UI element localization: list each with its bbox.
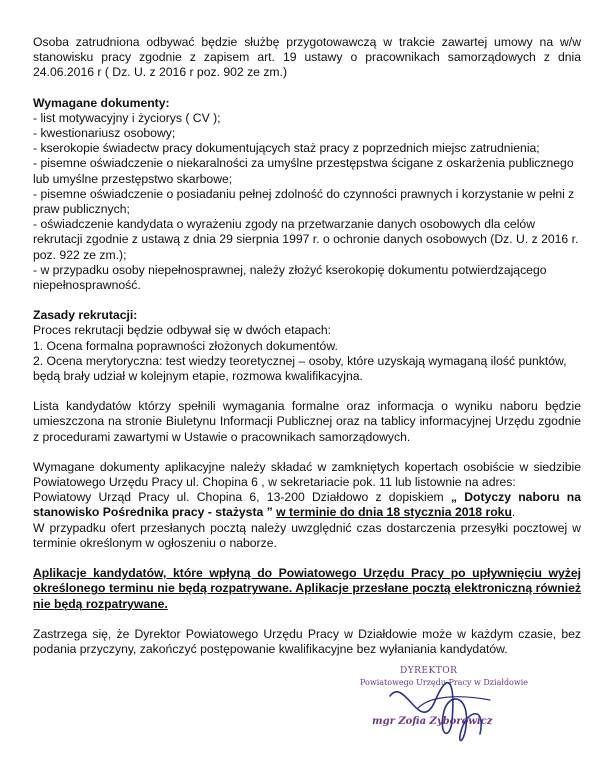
recruitment-line: 1. Ocena formalna poprawności złożonych dokumentów. (33, 338, 338, 353)
recruitment-line: 2. Ocena merytoryczna: test wiedzy teoretycznej – osoby, które uzyskają wymaganą ilość punktów, będą brały udział w kolejnym etapie, rozmowa kwalifikacyjna. (33, 353, 567, 384)
list-item: - pisemne oświadczenie o posiadaniu pełnej zdolność do czynności prawnych i korzystanie w pełni z praw publicznych; (33, 186, 575, 217)
address-text: Powiatowy Urząd Pracy ul. Chopina 6, 13-200 Działdowo z dopiskiem (33, 490, 444, 505)
reservation-paragraph: Zastrzega się, że Dyrektor Powiatowego Urzędu Pracy w Działdowie może w każdym czasie, bez podania przyczyny, zakończyć postępowanie kwalifikacyjne bez wyłaniania kandydatów. (33, 626, 581, 656)
list-item: - oświadczenie kandydata o wyrażeniu zgody na przetwarzanie danych osobowych dla celów rekrutacji zgodnie z ustawą z dnia 29 sierpnia 1997 r. o ochronie danych osobowych (Dz. U. z 2016 r. poz. 922 ze zm.); (33, 217, 579, 262)
stamp-name: mgr Zofia Zyborowicz (372, 716, 493, 727)
intro-paragraph: Osoba zatrudniona odbywać będzie służbę przygotowawczą w trakcie zawartej umowy na w/w stanowisku pracy zgodnie z zapisem art. 19 ustawy o pracownikach samorządowych z dnia 24.06.2016 r ( Dz. U. z 2016 r poz. 902 ze zm.) (33, 35, 581, 80)
list-item: - kwestionariusz osobowy; (33, 126, 176, 141)
list-item: - kserokopie świadectw pracy dokumentujących staż pracy z poprzednich miejsc zatrudnienia; (33, 141, 540, 156)
list-item: - w przypadku osoby niepełnosprawnej, należy złożyć kserokopię dokumentu potwierdzającego niepełnosprawność. (33, 262, 547, 293)
deadline-text: w terminie do dnia 18 stycznia 2018 roku (276, 505, 512, 520)
list-item: - list motywacyjny i życiorys ( CV ); (33, 110, 221, 125)
list-info-paragraph: Lista kandydatów którzy spełnili wymagania formalne oraz informacja o wyniku naboru będzie umieszczona na stronie Biuletynu Informacji Publicznej oraz na tablicy informacyjnej Urzędu zgodnie z procedurami zawartymi w Ustawie o pracownikach samorządowych. (33, 399, 581, 444)
warning-paragraph: Aplikacje kandydatów, które wpłyną do Powiatowego Urzędu Pracy po upływnięciu wyżej określonego terminu nie będą rozpatrywane. Aplikacje przesłane pocztą elektroniczną również nie będą rozpatrywane. (33, 566, 581, 611)
documents-heading: Wymagane dokumenty: (33, 95, 170, 110)
postal-note: W przypadku ofert przesłanych pocztą należy uwzględnić czas dostarczenia przesyłki pocztowej w terminie określonym w ogłoszeniu o naborze. (33, 520, 581, 550)
submission-address (33, 490, 581, 520)
stamp-title: DYREKTOR (400, 666, 458, 676)
list-item: - pisemne oświadczenie o niekaralności za umyślne przestępstwa ścigane z oskarżenia publicznego lub umyślne przestępstwo skarbowe; (33, 156, 574, 186)
submission-paragraph: Wymagane dokumenty aplikacyjne należy składać w zamkniętych kopertach osobiście w siedzibie Powiatowego Urzędu Pracy ul. Chopina 6 , w sekretariacie pok. 11 lub listownie na adres: (33, 459, 581, 490)
documents-list (33, 111, 581, 293)
document-page (33, 35, 581, 657)
stamp-subtitle: Powiatowego Urzędu Pracy w Działdowie (360, 678, 529, 687)
recruitment-heading: Zasady rekrutacji: (33, 308, 138, 323)
signature-icon (360, 666, 520, 762)
address-end: . (511, 505, 516, 520)
recruitment-line: Proces rekrutacji będzie odbywał się w dwóch etapach: (33, 323, 332, 338)
annotation-text: „ Dotyczy naboru na stanowisko Pośrednika pracy - stażysta ” (33, 490, 581, 520)
director-stamp (360, 666, 529, 762)
